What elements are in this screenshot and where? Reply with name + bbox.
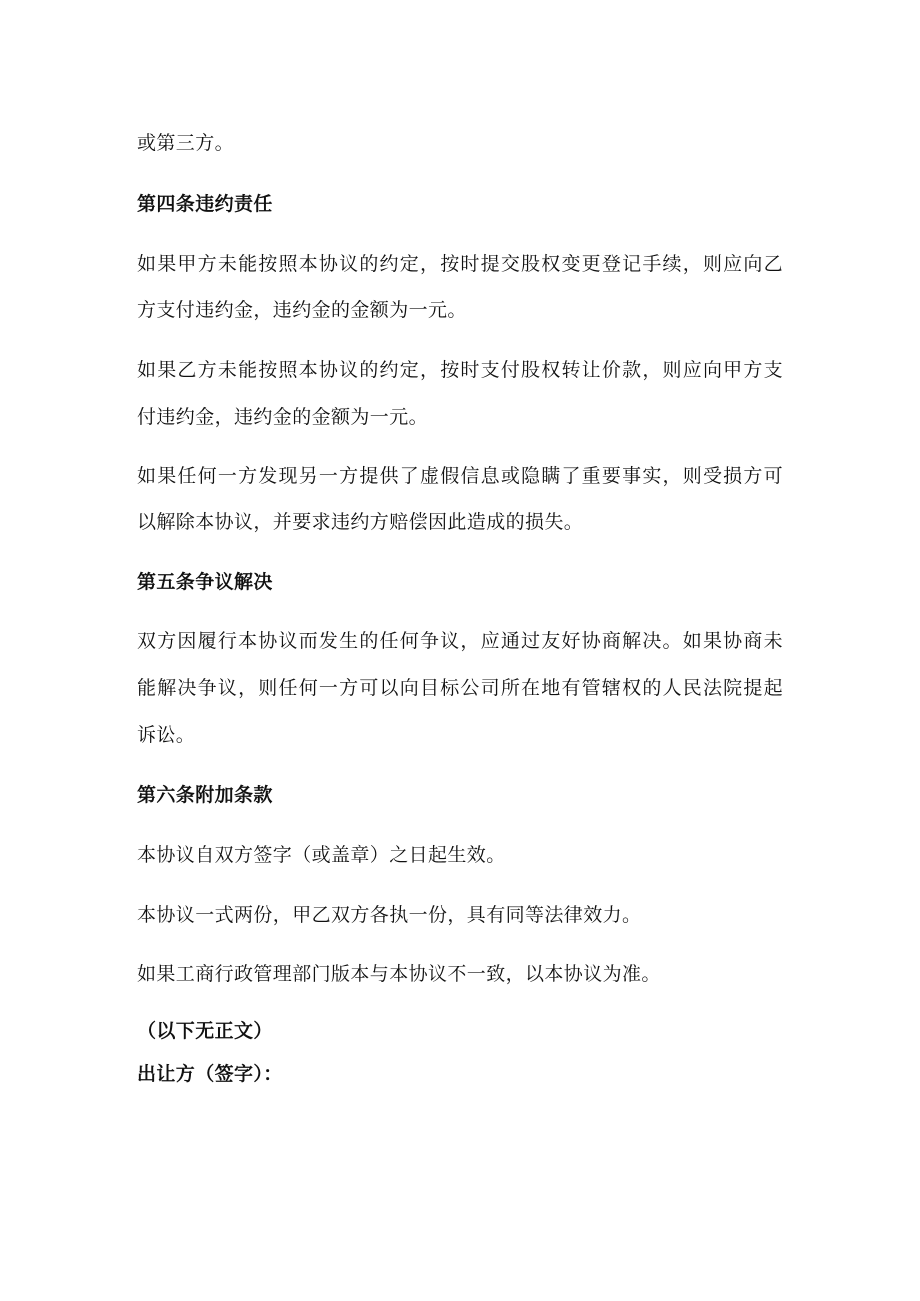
article-6-heading: 第六条附加条款 bbox=[137, 784, 273, 806]
article-6-paragraph-1: 本协议自双方签字（或盖章）之日起生效。 bbox=[137, 844, 506, 866]
article-4-heading: 第四条违约责任 bbox=[137, 193, 273, 215]
article-5-paragraph-1-line-2: 能解决争议，则任何一方可以向目标公司所在地有管辖权的人民法院提起 bbox=[137, 677, 783, 699]
article-5-paragraph-1-line-1: 双方因履行本协议而发生的任何争议，应通过友好协商解决。如果协商未 bbox=[137, 630, 783, 652]
no-more-text-note: （以下无正文） bbox=[137, 1020, 273, 1042]
article-6-paragraph-2: 本协议一式两份，甲乙双方各执一份，具有同等法律效力。 bbox=[137, 904, 642, 926]
article-5-heading: 第五条争议解决 bbox=[137, 571, 273, 593]
article-4-paragraph-2-line-1: 如果乙方未能按照本协议的约定，按时支付股权转让价款，则应向甲方支 bbox=[137, 359, 783, 381]
article-4-paragraph-1-line-1: 如果甲方未能按照本协议的约定，按时提交股权变更登记手续，则应向乙 bbox=[137, 253, 783, 275]
transferor-signature-label: 出让方（签字）： bbox=[137, 1063, 283, 1085]
continuation-line: 或第三方。 bbox=[137, 132, 235, 154]
article-6-paragraph-3: 如果工商行政管理部门版本与本协议不一致，以本协议为准。 bbox=[137, 963, 661, 985]
article-5-paragraph-1-line-3: 诉讼。 bbox=[137, 724, 196, 746]
article-4-paragraph-3-line-1: 如果任何一方发现另一方提供了虚假信息或隐瞒了重要事实，则受损方可 bbox=[137, 465, 783, 487]
article-4-paragraph-1-line-2: 方支付违约金，违约金的金额为一元。 bbox=[137, 299, 467, 321]
article-4-paragraph-3-line-2: 以解除本协议，并要求违约方赔偿因此造成的损失。 bbox=[137, 511, 584, 533]
article-4-paragraph-2-line-2: 付违约金，违约金的金额为一元。 bbox=[137, 406, 429, 428]
